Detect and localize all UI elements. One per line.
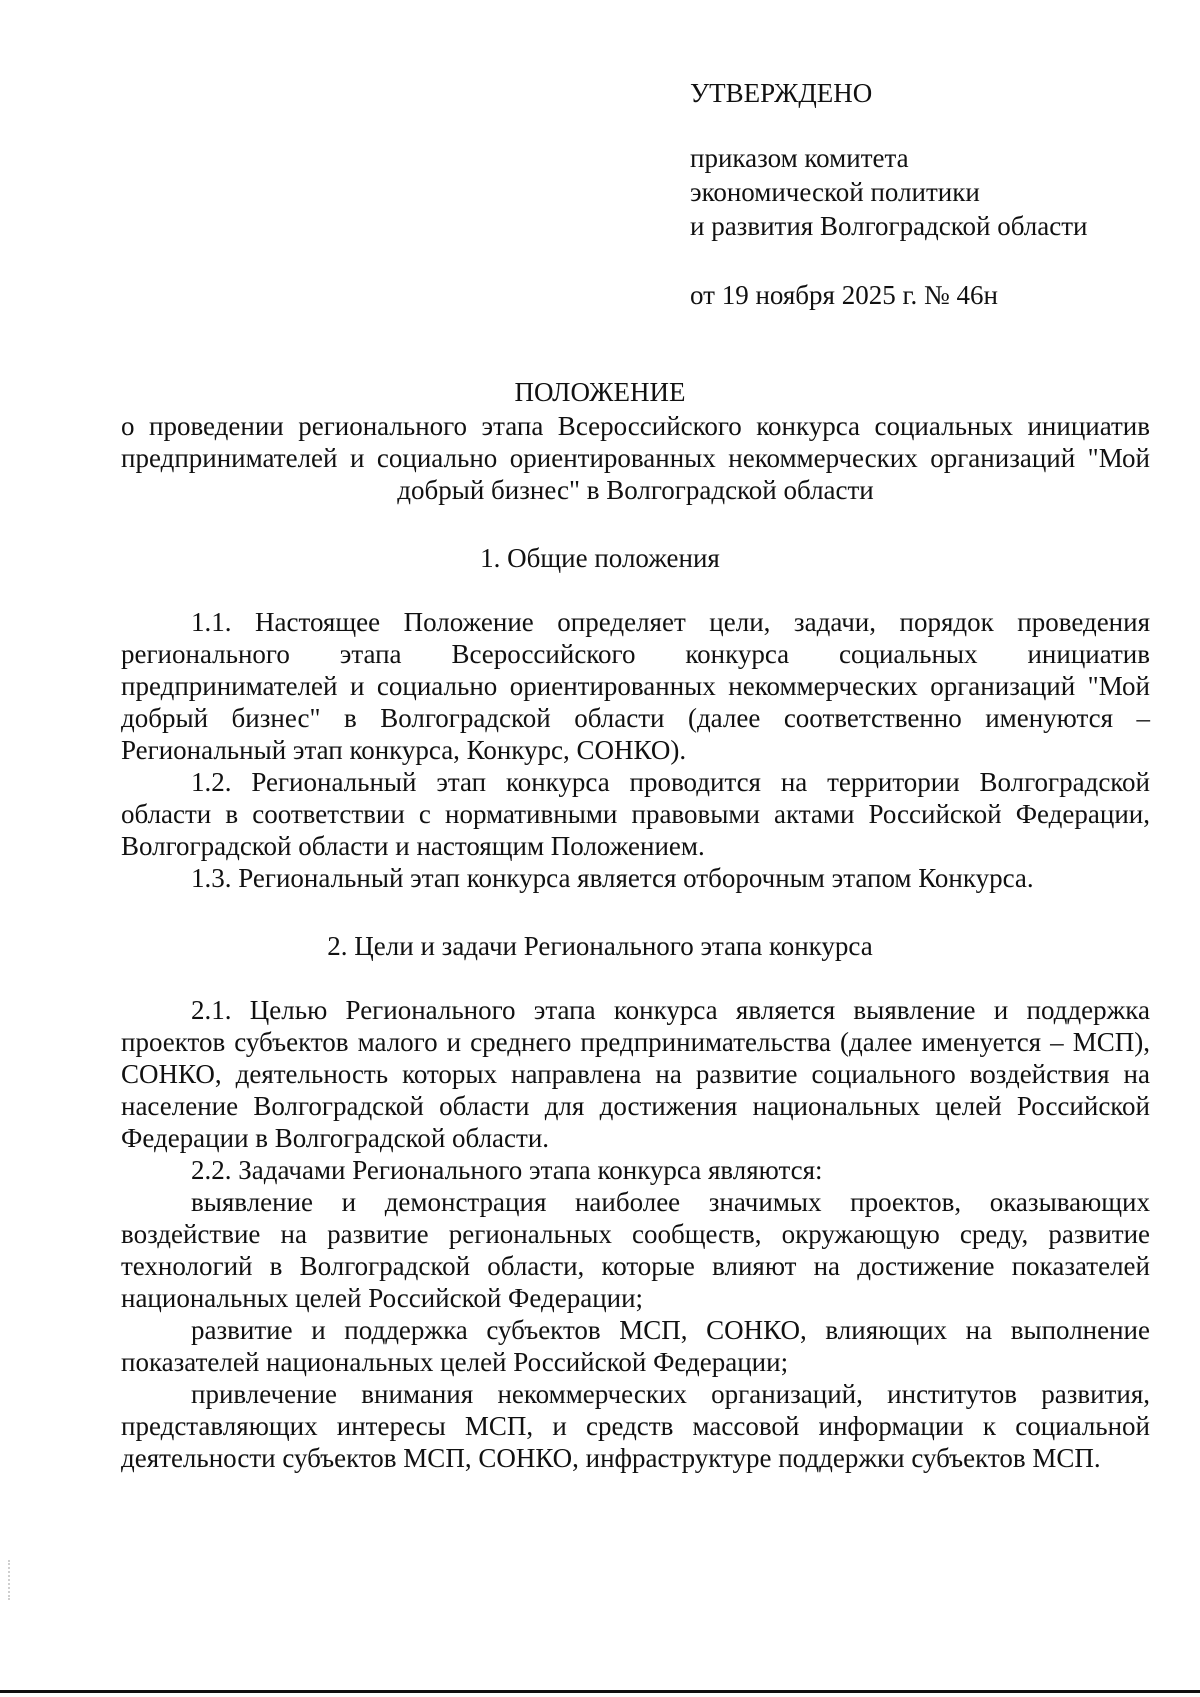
paragraph-1-1: 1.1. Настоящее Положение определяет цели, задачи, порядок проведения регионального этапа Всероссийского конкурса социальных инициатив предпринимателей и социально ориентированных некоммерческих организаций "Мой добрый бизнес" в Волгоградской области (далее соответственно именуются – Региональный этап конкурса, Конкурс, СОНКО). (121, 607, 1150, 765)
approval-issuer (690, 141, 1170, 243)
approval-stamp-title: УТВЕРЖДЕНО (690, 78, 873, 108)
paragraph-2-1: 2.1. Целью Регионального этапа конкурса является выявление и поддержка проектов субъектов малого и среднего предпринимательства (далее именуется – МСП), СОНКО, деятельность которых направлена на развитие социального воздействия на население Волгоградской области для достижения национальных целей Российской Федерации в Волгоградской области. (121, 995, 1150, 1153)
scan-artifact (8, 1560, 13, 1600)
approval-line: приказом комитета (690, 143, 909, 173)
paragraph-1-3: 1.3. Региональный этап конкурса является отборочным этапом Конкурса. (191, 863, 1034, 893)
section-heading-general: 1. Общие положения (480, 543, 720, 573)
paragraph-1-2: 1.2. Региональный этап конкурса проводится на территории Волгоградской области в соответствии с нормативными правовыми актами Российской Федерации, Волгоградской области и настоящим Положением. (121, 767, 1150, 861)
section-body-general (121, 606, 1150, 894)
section-heading-goals: 2. Цели и задачи Регионального этапа конкурса (327, 931, 873, 961)
document-subtitle: о проведении регионального этапа Всероссийского конкурса социальных инициатив предпринимателей и социально ориентированных некоммерческих организаций "Мой добрый бизнес" в Волгоградской области (121, 411, 1150, 505)
paragraph-2-2: 2.2. Задачами Регионального этапа конкурса являются: (191, 1155, 823, 1185)
page-bottom-edge (0, 1690, 1200, 1693)
task-item: выявление и демонстрация наиболее значимых проектов, оказывающих воздействие на развитие региональных сообществ, окружающую среду, развитие технологий в Волгоградской области, которые влияют на достижение показателей национальных целей Российской Федерации; (121, 1187, 1150, 1313)
approval-line: экономической политики (690, 177, 980, 207)
document-title: ПОЛОЖЕНИЕ (514, 377, 686, 407)
approval-date: от 19 ноября 2025 г. № 46н (690, 280, 998, 310)
approval-line: и развития Волгоградской области (690, 211, 1088, 241)
task-item: развитие и поддержка субъектов МСП, СОНКО, влияющих на выполнение показателей национальных целей Российской Федерации; (121, 1315, 1150, 1377)
section-body-goals (121, 994, 1150, 1474)
task-item: привлечение внимания некоммерческих организаций, институтов развития, представляющих интересы МСП, и средств массовой информации к социальной деятельности субъектов МСП, СОНКО, инфраструктуре поддержки субъектов МСП. (121, 1379, 1150, 1473)
